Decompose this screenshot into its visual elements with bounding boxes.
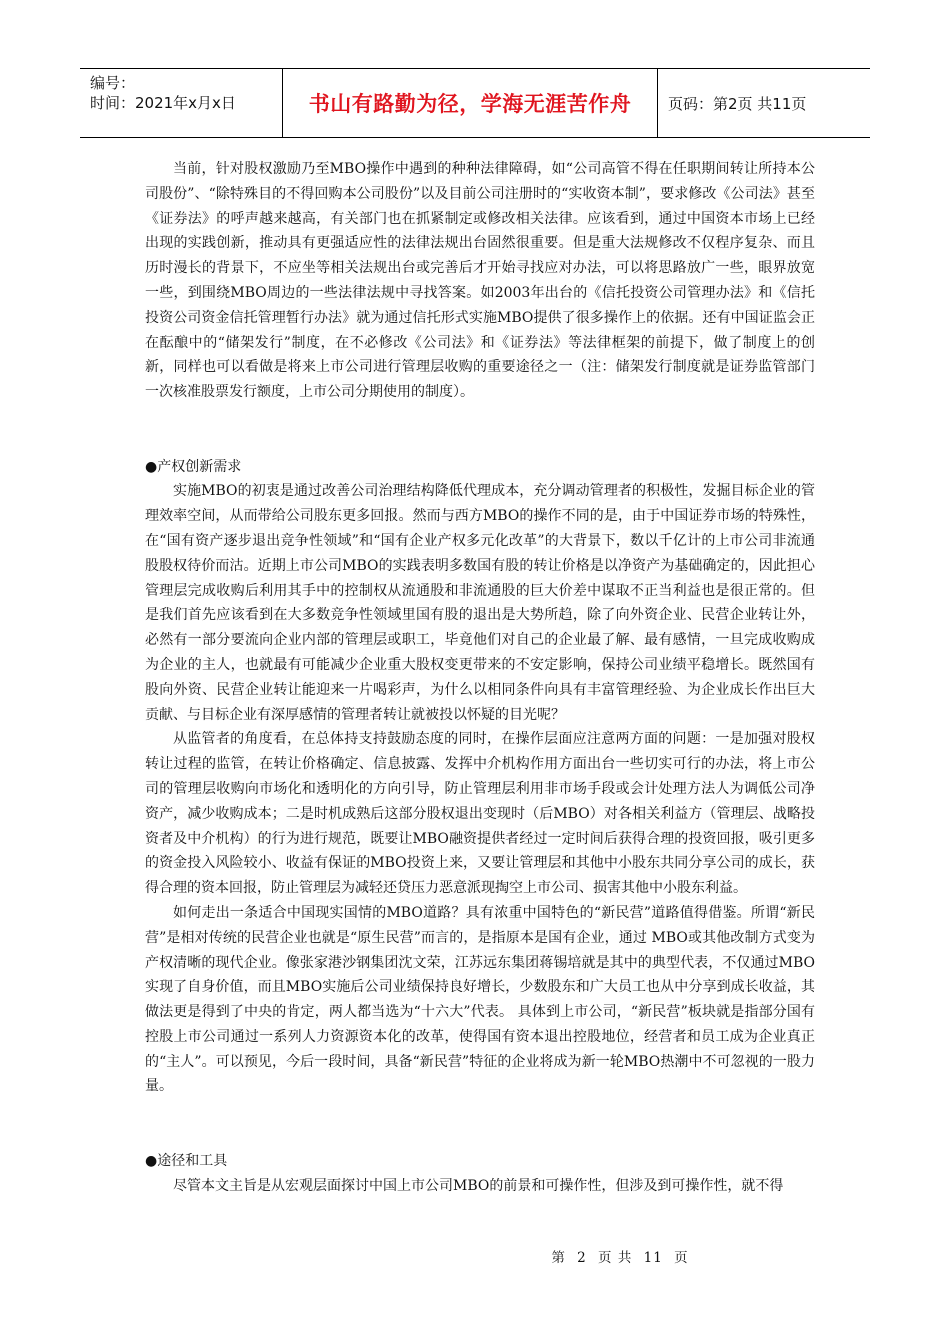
body-paragraph: 如何走出一条适合中国现实国情的MBO道路？具有浓重中国特色的“新民营”道路值得借鉴。所谓“新民营”是相对传统的民营企业也就是“原生民营”而言的，是指原本是国有企业，通过 MBO或其他改制方式变为产权清晰的现代企业。像张家港沙钢集团沈文荣，江苏远东集团蒋锡培就是其中的典型代表，不仅通过MBO实现了自身价值，而且MBO实施后公司业绩保持良好增长，少数股东和广大员工也从中分享到成长收益，其做法更是得到了中央的肯定，两人都当选为“十六大”代表。 具体到上市公司，“新民营”板块就是指部分国有控股上市公司通过一系列人力资源资本化的改革，使得国有资本退出控股地位，经营者和员工成为企业真正的“主人”。可以预见，今后一段时间，具备“新民营”特征的企业将成为新一轮MBO热潮中不可忽视的一股力量。 [145,904,815,1095]
footer-total-pages: 11 [643,1250,663,1266]
intro-paragraph: 当前，针对股权激励乃至MBO操作中遇到的种种法律障碍，如“公司高管不得在任职期间转让所持本公司股份”、“除特殊目的不得回购本公司股份”以及目前公司注册时的“实收资本制”，要求修改《公司法》甚至《证券法》的呼声越来越高，有关部门也在抓紧制定或修改相关法律。应该看到，通过中国资本市场上已经出现的实践创新，推动具有更强适应性的法律法规出台固然很重要。但是重大法规修改不仅程序复杂、而且历时漫长的背景下，不应坐等相关法规出台或完善后才开始寻找应对办法，可以将思路放广一些，眼界放宽一些，到围绕MBO周边的一些法律法规中寻找答案。如2003年出台的《信托投资公司管理办法》和《信托投资公司资金信托管理暂行办法》就为通过信托形式实施MBO提供了很多操作上的依据。还有中国证监会正在酝酿中的“储架发行”制度，在不必修改《公司法》和《证券法》等法律框架的前提下，做了制度上的创新，同样也可以看做是将来上市公司进行管理层收购的重要途径之一（注：储架发行制度就是证券监管部门一次核准股票发行额度，上市公司分期使用的制度）。 [145,161,815,401]
body-paragraph: 尽管本文主旨是从宏观层面探讨中国上市公司MBO的前景和可操作性，但涉及到可操作性，就不得 [173,1177,784,1194]
document-number: 编号： [90,74,136,92]
footer-suffix: 页 [674,1250,689,1266]
header-motto-cell [283,69,658,137]
page-header [80,68,870,138]
body-paragraph: 实施MBO的初衷是通过改善公司治理结构降低代理成本，充分调动管理者的积极性，发掘目标企业的管理效率空间，从而带给公司股东更多回报。然而与西方MBO的操作不同的是，由于中国证券市场的特殊性，在“国有资产逐步退出竞争性领域”和“国有企业产权多元化改革”的大背景下，数以千亿计的上市公司非流通股股权待价而沽。近期上市公司MBO的实践表明多数国有股的转让价格是以净资产为基础确定的，因此担心管理层完成收购后利用其手中的控制权从流通股和非流通股的巨大价差中谋取不正当利益也是很正常的。但是我们首先应该看到在大多数竞争性领域里国有股的退出是大势所趋，除了向外资企业、民营企业转让外，必然有一部分要流向企业内部的管理层或职工，毕竟他们对自己的企业最了解、最有感情，一旦完成收购成为企业的主人，也就最有可能减少企业重大股权变更带来的不安定影响，保持公司业绩平稳增长。既然国有股向外资、民营企业转让能迎来一片喝彩声，为什么以相同条件向具有丰富管理经验、为企业成长作出巨大贡献、与目标企业有深厚感情的管理者转让就被投以怀疑的目光呢？ [145,483,815,723]
document-time: 时间：2021年x月x日 [90,94,236,112]
section-heading-approaches: ●途径和工具 [145,1152,228,1169]
page-footer [0,1246,950,1266]
footer-middle: 页 共 [598,1250,633,1266]
footer-prefix: 第 [551,1250,566,1266]
body-paragraph: 从监管者的角度看，在总体持支持鼓励态度的同时，在操作层面应注意两方面的问题：一是加强对股权转让过程的监管，在转让价格确定、信息披露、发挥中介机构作用方面出台一些切实可行的办法，将上市公司的管理层收购向市场化和透明化的方向引导，防止管理层利用非市场手段或会计处理方法人为调低公司净资产，减少收购成本；二是时机成熟后这部分股权退出变现时（后MBO）对各相关利益方（管理层、战略投资者及中介机构）的行为进行规范，既要让MBO融资提供者经过一定时间后获得合理的投资回报，吸引更多的资金投入风险较小、收益有保证的MBO投资上来，又要让管理层和其他中小股东共同分享公司的成长，获得合理的资本回报，防止管理层为减轻还贷压力恶意派现掏空上市公司、损害其他中小股东利益。 [145,731,815,897]
header-motto: 书山有路勤为径，学海无涯苦作舟 [308,92,632,116]
section-gap [145,1099,815,1149]
footer-page-number: 2 [577,1250,587,1266]
section-heading-property-rights: ●产权创新需求 [145,458,242,475]
header-meta [80,69,283,137]
section-gap [145,405,815,455]
header-page-info: 页码：第2页 共11页 [668,94,807,113]
document-body [145,157,815,1198]
